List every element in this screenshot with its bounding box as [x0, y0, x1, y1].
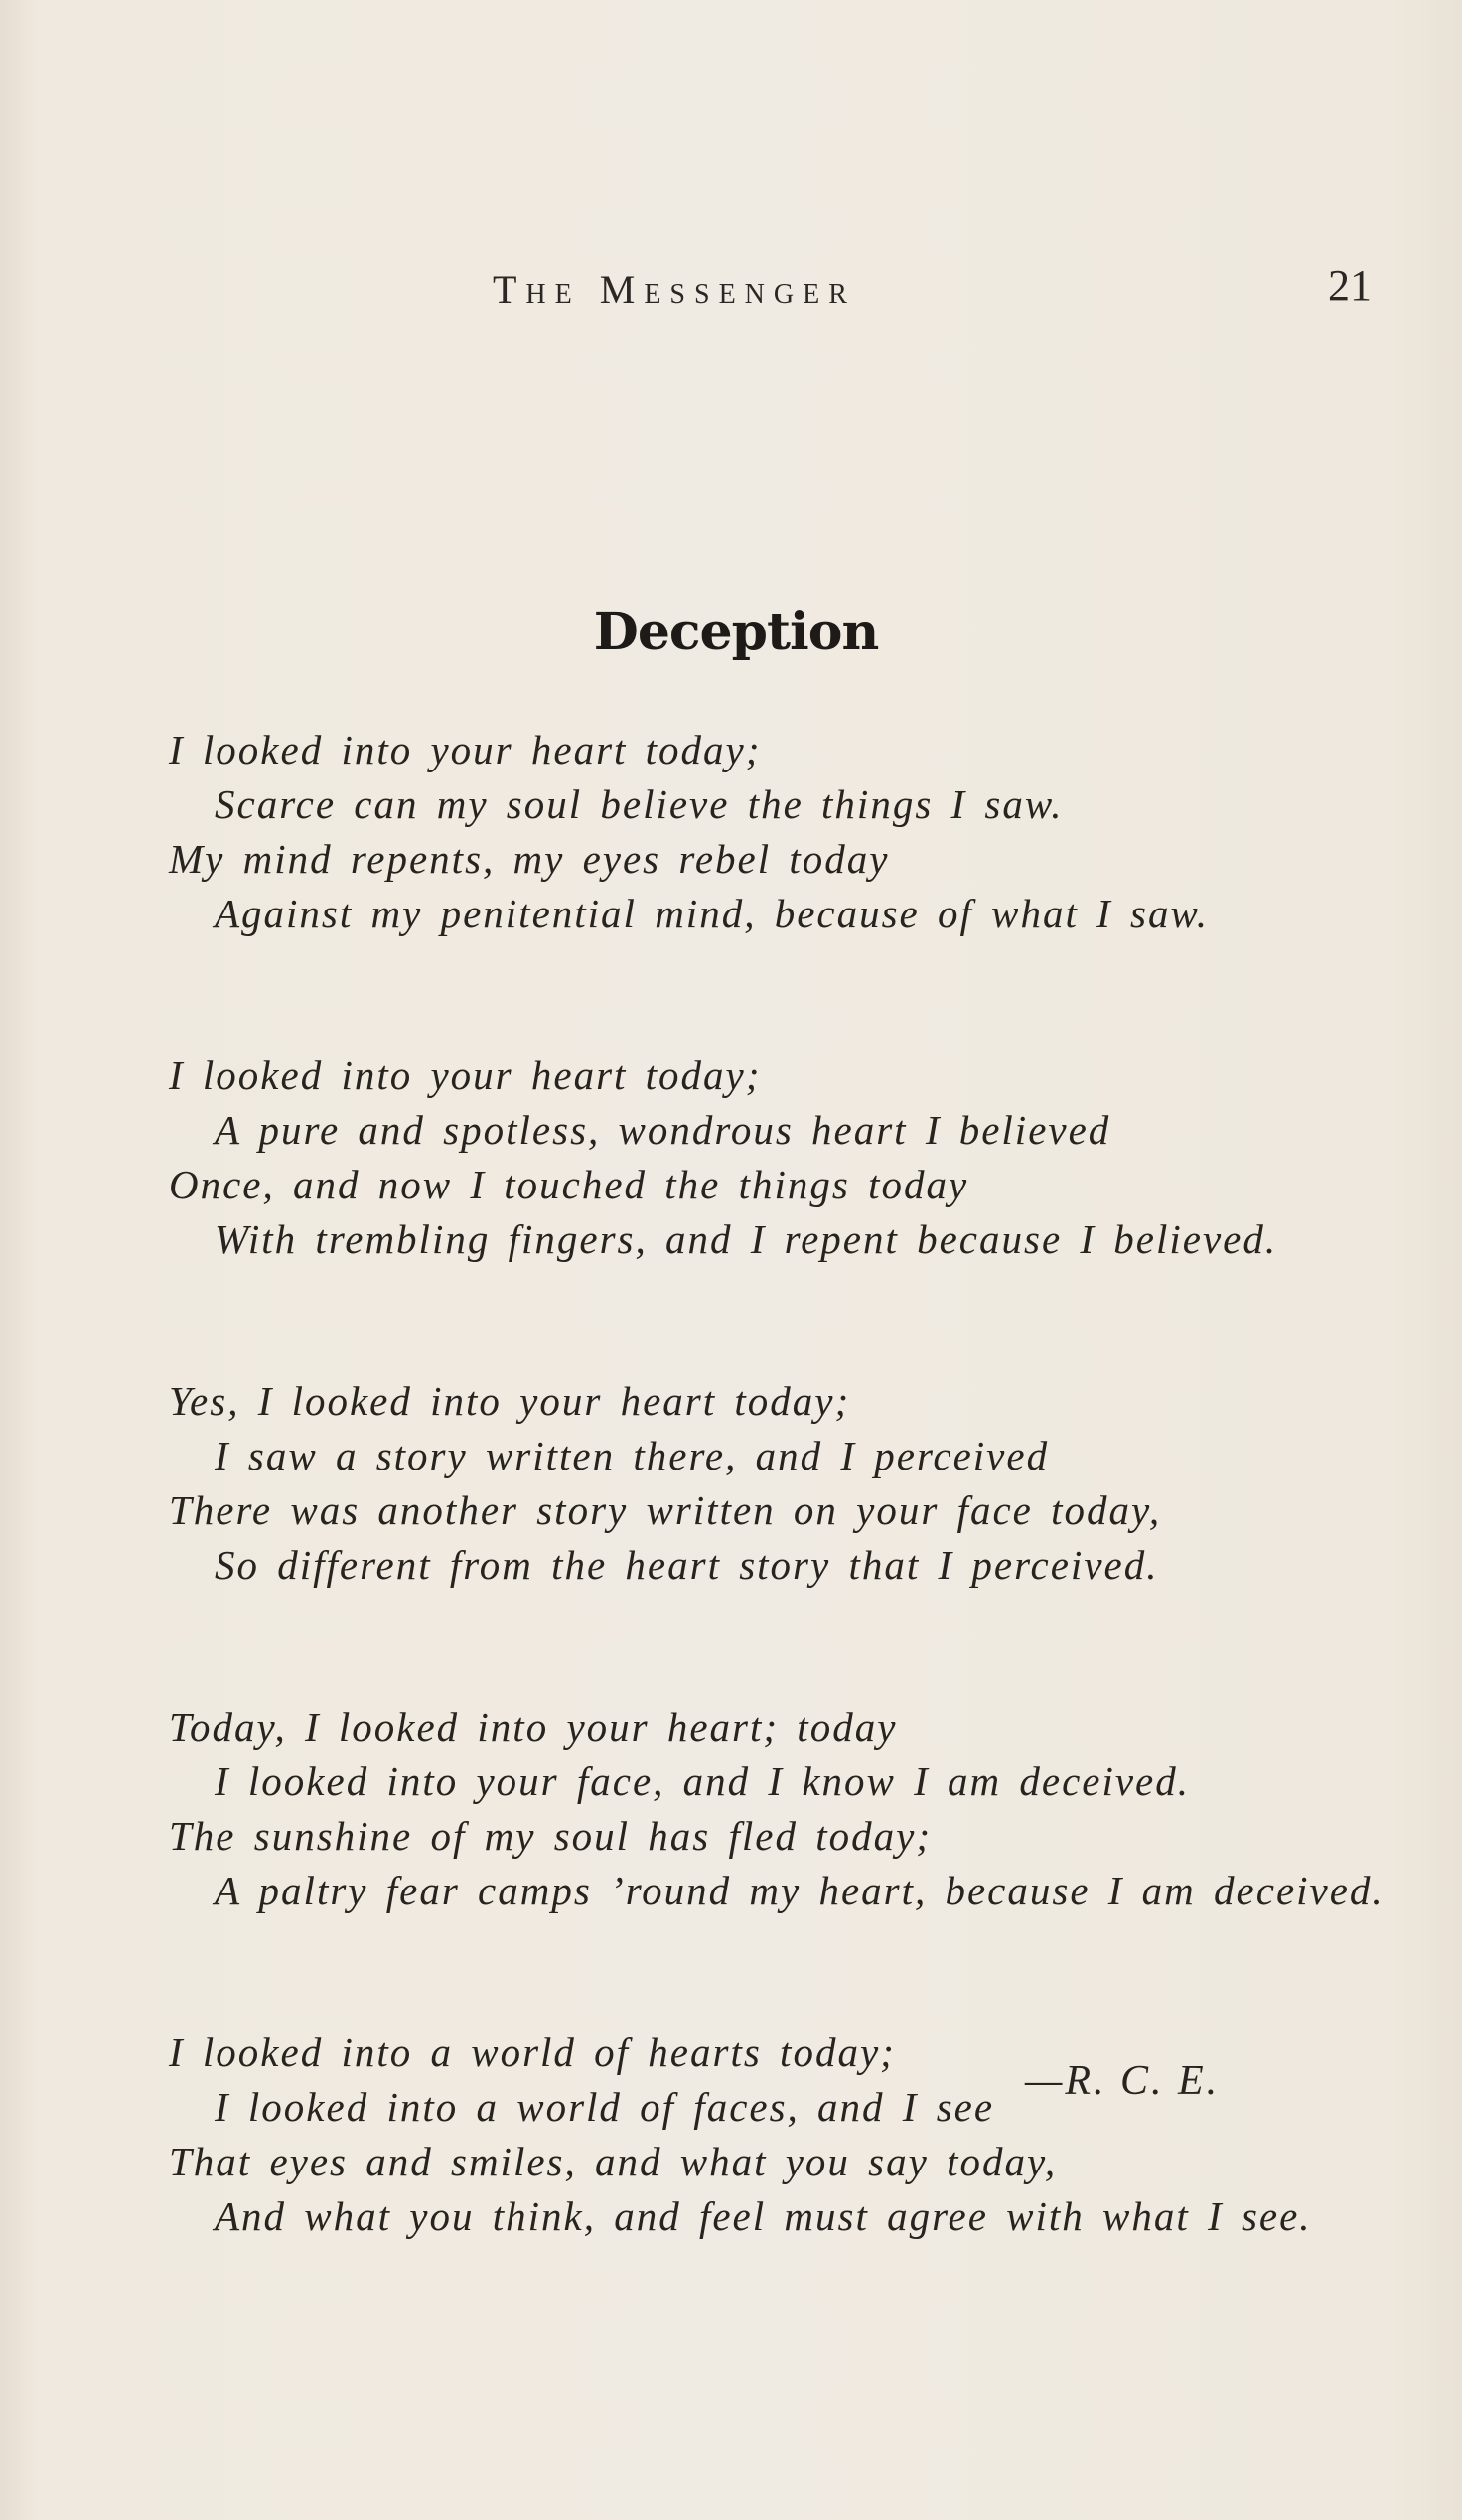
poem-title: Deception: [593, 602, 879, 662]
poem-line: A pure and spotless, wondrous heart I believed: [215, 1107, 1111, 1153]
poem-line: The sunshine of my soul has fled today;: [169, 1813, 932, 1859]
poem-line: Yes, I looked into your heart today;: [169, 1378, 851, 1424]
poem-line: That eyes and smiles, and what you say today,: [169, 2139, 1058, 2184]
poem-line: There was another story written on your face today,: [169, 1487, 1162, 1533]
poem-body: [169, 723, 1390, 2351]
stanza-2: [169, 1049, 1390, 1267]
poem-line: Today, I looked into your heart; today: [169, 1704, 898, 1750]
poem-line: I looked into your heart today;: [169, 1052, 762, 1098]
stanza-1: [169, 723, 1390, 941]
poem-line: Scarce can my soul believe the things I saw.: [215, 781, 1064, 827]
stanza-3: [169, 1374, 1390, 1593]
poem-line: Against my penitential mind, because of what I saw.: [215, 891, 1210, 936]
poem-line: I looked into your face, and I know I am deceived.: [215, 1758, 1191, 1804]
poem-line: With trembling fingers, and I repent because I believed.: [215, 1216, 1278, 1262]
poem-line: My mind repents, my eyes rebel today: [169, 836, 890, 882]
running-header: [0, 261, 1462, 326]
poem-line: And what you think, and feel must agree with what I see.: [215, 2193, 1312, 2239]
stanza-4: [169, 1700, 1390, 1918]
page-number: 21: [1328, 261, 1372, 310]
author-signature: —R. C. E.: [1025, 2058, 1221, 2104]
poem-line: I looked into a world of faces, and I see: [215, 2084, 995, 2130]
poem-line: I looked into a world of hearts today;: [169, 2030, 896, 2075]
poem-line: I saw a story written there, and I perceived: [215, 1433, 1050, 1478]
poem-line: I looked into your heart today;: [169, 727, 762, 772]
running-title: The Messenger: [493, 267, 856, 312]
poem-line: So different from the heart story that I perceived.: [215, 1542, 1159, 1588]
poem-line: A paltry fear camps ’round my heart, because I am deceived.: [215, 1868, 1385, 1913]
poem-line: Once, and now I touched the things today: [169, 1162, 969, 1207]
